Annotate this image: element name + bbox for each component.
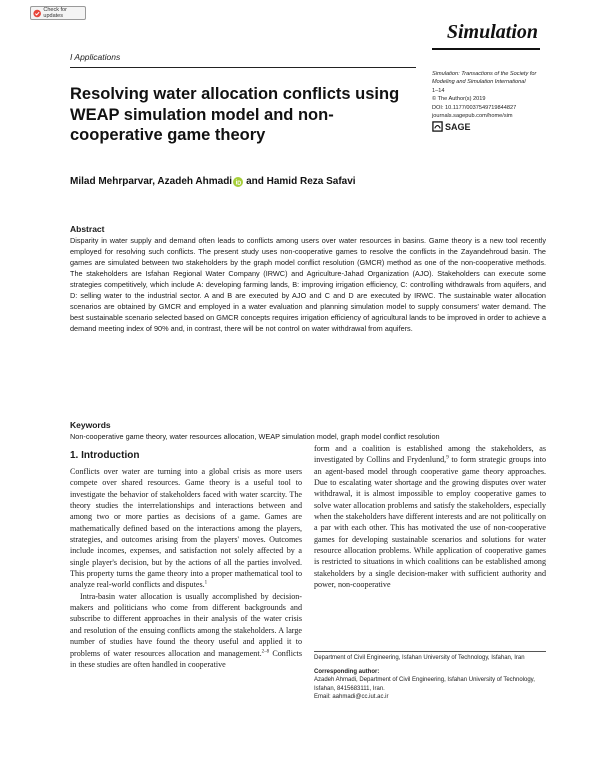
orcid-icon[interactable] [233,177,243,187]
corresponding-email[interactable]: Email: aahmadi@cc.iut.ac.ir [314,694,389,701]
department-affiliation: Department of Civil Engineering, Isfahan University of Technology, Isfahan, Iran [314,655,525,661]
journal-url[interactable]: journals.sagepub.com/home/sim [432,113,513,120]
citation-ref[interactable]: 1 [204,580,208,586]
body-column-left [70,466,302,670]
doi-line[interactable]: DOI: 10.1177/0037549719844827 [432,104,517,111]
copyright-line: © The Author(s) 2019 [432,96,486,103]
journal-info [432,70,552,132]
journal-info-title: Simulation: Transactions of the Society for Modeling and Simulation International [432,71,537,86]
intro-paragraph-1: Conflicts over water are turning into a global crisis as more users compete over shared resources. Game theory is a useful tool to investigate the behavior of stakeholders faced with water scarcity. The theory studies the interrelationships and interactions between and among two or more parties as decisions of a game. Games are mathematically defined based on the interactions among the players, strategies, and outcomes arising from the players' moves. Outcomes include incomes, expenses, and satisfaction not solely affected by a single player's decision, but by the actions of all the parties involved. This property turns the game theory into a proper mathematical tool to analyze real-world conflicts and disputes.$^1$ [70,467,302,590]
keywords-heading: Keywords [70,420,111,430]
check-for-updates-label: Check for updates [43,7,67,19]
citation-ref[interactable]: 2–8 [261,648,270,654]
affiliations-block [314,654,546,702]
article-section-label: I Applications [70,52,121,62]
corresponding-author-heading: Corresponding author: [314,668,380,675]
authors-first: Milad Mehrparvar, Azadeh Ahmadi [70,176,233,187]
authors-rest: and Hamid Reza Safavi [246,176,356,187]
keywords-text: Non-cooperative game theory, water resources allocation, WEAP simulation model, graph model conflict resolution [70,432,440,441]
abstract-text: Disparity in water supply and demand often leads to conflicts among users over water resources in basins. Game theory is a new tool recently employed for resolving such conflicts. The present study uses non-cooperative games to resolve the conflicts in the Zayandehroud basin. The games are simulated between two stakeholders by the graph model conflict resolution (GMCR) method as one of the non-cooperative methods. The stakeholders are Isfahan Regional Water Company (IRWC) and Agriculture-Jahad Organization (AJO). Stakeholders can execute some strategies competitively, which include A: developing farming lands, B: improving irrigation efficiency, C: controlling withdrawals from aquifers, and D: selling water to the industrial sector. A and B are executed by AJO and C and D are executed by IRWC. The sustainable water allocation scenarios are obtained by GMCR and employed in a water evaluation and planning simulation model to supply consumers' water demand. The best sustainable scenario selected based on GMCR concepts requires irrigation efficiency of agricultural lands to be improved in order to achieve a demand meeting index of 90% and, in contrast, there will be not control on water withdrawal from aquifers. [70,236,546,333]
affiliation-divider [314,651,546,652]
intro-paragraph-2: Intra-basin water allocation is usually accomplished by decision-makers and politicians who come from different backgrounds and subscribe to different approaches in their analysis of the water crisis and resolution of the ensuing conflicts among the stakeholders. A large number of studies have found the theory useful and applied it to problems of water resources allocation and management.$^{2-8}$ Conflicts in these studies are often handled in cooperative [70,591,303,669]
section-divider [70,67,416,68]
logo-divider [432,48,540,50]
check-for-updates-icon [33,9,41,18]
sage-logo-icon [432,121,443,132]
journal-pages: 1–14 [432,87,445,94]
journal-logo: Simulation [446,21,538,43]
body-column-right [314,443,546,590]
check-for-updates-badge[interactable] [30,6,86,20]
sage-logo [432,121,552,132]
abstract-heading: Abstract [70,224,105,234]
intro-paragraph-continued: form and a coalition is established among the stakeholders, as investigated by Collins and Frydenlund,$^9$ to form strategic groups into an agent-based model through cooperative game theory approaches. Due to escalating water shortage and the growing disputes over water withdrawal, it is almost impossible to employ cooperative games to solve water allocation problems and satisfy the stakeholders, especially when the stakeholders have different interests and are not politically on a par with each other. This has motivated the use of non-cooperative games for developing sustainable scenarios and solutions for water resource allocation problems. While application of cooperative games is restricted to situations in which coalitions can be established among stakeholders by a single decision-maker with sufficient authority and power, non-cooperative [314,444,546,590]
author-list [70,176,490,187]
publisher-name: SAGE [445,121,471,132]
corresponding-author-details: Azadeh Ahmadi, Department of Civil Engineering, Isfahan University of Technology, Isfahan, 8415683111, Iran. [314,677,535,692]
paper-title: Resolving water allocation conflicts using WEAP simulation model and non-cooperative game theory [70,85,400,144]
introduction-heading: 1. Introduction [70,450,140,461]
citation-ref[interactable]: 9 [446,455,449,461]
